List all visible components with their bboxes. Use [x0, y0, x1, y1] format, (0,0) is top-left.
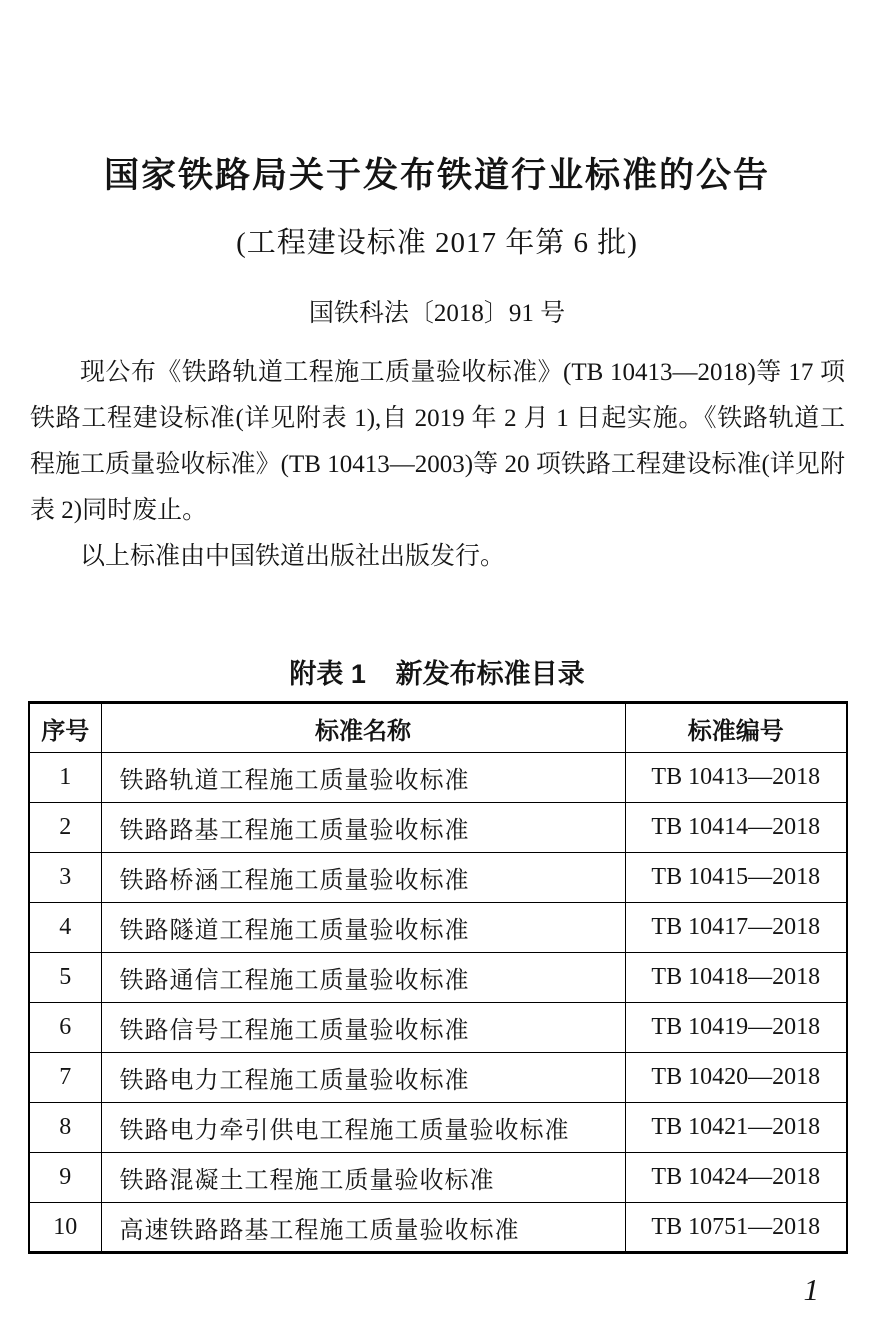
cell-name: 铁路混凝土工程施工质量验收标准	[101, 1153, 625, 1203]
paragraph-publisher: 以上标准由中国铁道出版社出版发行。	[80, 543, 506, 570]
document-title: 国家铁路局关于发布铁道行业标准的公告	[103, 156, 770, 195]
cell-seq: 1	[29, 753, 101, 803]
table-row	[29, 1053, 847, 1103]
cell-name: 铁路轨道工程施工质量验收标准	[101, 753, 625, 803]
cell-seq: 5	[29, 953, 101, 1003]
cell-seq: 4	[29, 903, 101, 953]
cell-seq: 2	[29, 803, 101, 853]
cell-code: TB 10417—2018	[625, 903, 847, 953]
header-seq: 序号	[29, 703, 101, 753]
cell-code: TB 10419—2018	[625, 1003, 847, 1053]
cell-seq: 6	[29, 1003, 101, 1053]
table-row	[29, 953, 847, 1003]
header-name: 标准名称	[101, 703, 625, 753]
header-code: 标准编号	[625, 703, 847, 753]
standards-table	[28, 701, 848, 1254]
cell-seq: 7	[29, 1053, 101, 1103]
cell-name: 铁路电力牵引供电工程施工质量验收标准	[101, 1103, 625, 1153]
cell-name: 铁路隧道工程施工质量验收标准	[101, 903, 625, 953]
cell-code: TB 10751—2018	[625, 1203, 847, 1253]
table-row	[29, 853, 847, 903]
cell-name: 铁路信号工程施工质量验收标准	[101, 1003, 625, 1053]
table-row	[29, 903, 847, 953]
cell-code: TB 10421—2018	[625, 1103, 847, 1153]
table-caption-title: 新发布标准目录	[395, 659, 585, 689]
table-header-row	[29, 703, 847, 753]
table-row	[29, 803, 847, 853]
cell-code: TB 10413—2018	[625, 753, 847, 803]
cell-name: 铁路电力工程施工质量验收标准	[101, 1053, 625, 1103]
cell-seq: 9	[29, 1153, 101, 1203]
table-row	[29, 1153, 847, 1203]
cell-code: TB 10415—2018	[625, 853, 847, 903]
table-row	[29, 1103, 847, 1153]
document-subtitle: (工程建设标准 2017 年第 6 批)	[236, 227, 638, 259]
cell-name: 铁路桥涵工程施工质量验收标准	[101, 853, 625, 903]
cell-seq: 8	[29, 1103, 101, 1153]
cell-code: TB 10420—2018	[625, 1053, 847, 1103]
cell-name: 铁路通信工程施工质量验收标准	[101, 953, 625, 1003]
table-row	[29, 1003, 847, 1053]
table-caption	[0, 652, 874, 691]
cell-name: 高速铁路路基工程施工质量验收标准	[101, 1203, 625, 1253]
cell-code: TB 10414—2018	[625, 803, 847, 853]
table-row	[29, 1203, 847, 1253]
document-number: 国铁科法〔2018〕91 号	[308, 300, 566, 327]
cell-code: TB 10418—2018	[625, 953, 847, 1003]
cell-seq: 3	[29, 853, 101, 903]
cell-code: TB 10424—2018	[625, 1153, 847, 1203]
table-caption-label: 附表 1	[289, 659, 366, 689]
body-text	[30, 350, 845, 580]
page-number: 1	[803, 1272, 819, 1307]
cell-seq: 10	[29, 1203, 101, 1253]
cell-name: 铁路路基工程施工质量验收标准	[101, 803, 625, 853]
table-row	[29, 753, 847, 803]
paragraph-announcement: 现公布《铁路轨道工程施工质量验收标准》(TB 10413—2018)等 17 项铁路工程建设标准(详见附表 1),自 2019 年 2 月 1 日起实施。《铁路轨道工程施工质量验收标准》(TB 10413—2003)等 20 项铁路工程建设标准(详见附表 2)同时废止。	[30, 359, 845, 524]
